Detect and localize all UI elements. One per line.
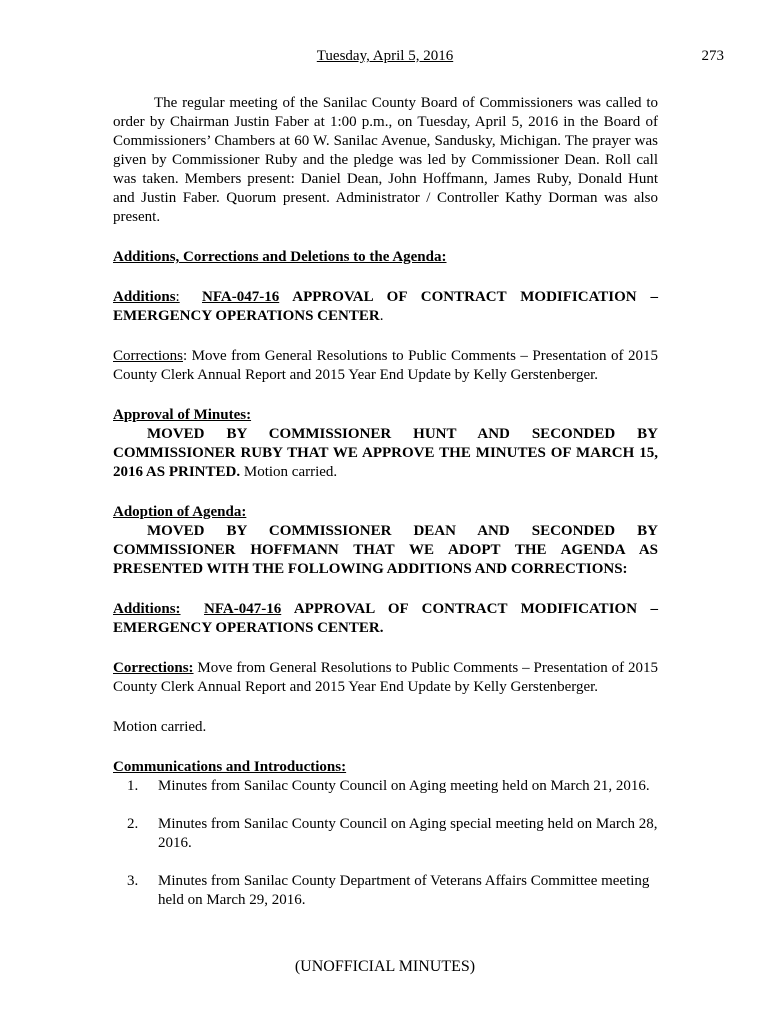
adoption-motion: MOVED BY COMMISSIONER DEAN AND SECONDED BY COMMISSIONER HOFFMANN THAT WE ADOPT THE AGENDA AS PRESENTED WITH THE FOLLOWING ADDITIONS AND CORRECTIONS: (113, 523, 658, 577)
additions-text: APPROVAL OF CONTRACT MODIFICATION – EMERGENCY OPERATIONS CENTER (113, 289, 658, 324)
additions-label: Additions: (113, 289, 180, 305)
corrections-text: Move from General Resolutions to Public Comments – Presentation of 2015 County Clerk Annual Report and 2015 Year End Update by Kelly Gerstenberger. (113, 348, 658, 383)
adoption-additions (113, 600, 658, 638)
adoption-heading: Adoption of Agenda: (113, 504, 247, 520)
page-number: 273 (701, 48, 724, 64)
document-body (113, 94, 658, 929)
minutes-motion: MOVED BY COMMISSIONER HUNT AND SECONDED BY COMMISSIONER RUBY THAT WE APPROVE THE MINUTES OF MARCH 15, 2016 AS PRINTED. Motion carried. (113, 426, 658, 480)
corrections-label: Corrections (113, 348, 183, 364)
adoption-additions-code: NFA-047-16 (204, 601, 282, 617)
list-item: 2. Minutes from Sanilac County Council on Aging special meeting held on March 28, 2016. (127, 816, 658, 851)
list-item: 1. Minutes from Sanilac County Council on Aging meeting held on March 21, 2016. (127, 778, 650, 794)
adoption-additions-label: Additions: (113, 601, 181, 617)
minutes-heading: Approval of Minutes: (113, 407, 252, 423)
list-item: 3. Minutes from Sanilac County Department of Veterans Affairs Committee meeting held on March 29, 2016. (127, 873, 650, 908)
footer-unofficial: (UNOFFICIAL MINUTES) (294, 958, 476, 975)
agenda-additions: Additions: NFA-047-16 APPROVAL OF CONTRACT MODIFICATION – EMERGENCY OPERATIONS CENTER. (113, 289, 658, 324)
header-date: Tuesday, April 5, 2016 (316, 48, 454, 64)
intro-paragraph: The regular meeting of the Sanilac County Board of Commissioners was called to order by Chairman Justin Faber at 1:00 p.m., on Tuesday, April 5, 2016 in the Board of Commissioners’ Chambers at 60 W. Sanilac Avenue, Sandusky, Michigan. The prayer was given by Commissioner Ruby and the pledge was led by Commissioner Dean. Roll call was taken. Members present: Daniel Dean, John Hoffmann, James Ruby, Donald Hunt and Justin Faber. Quorum present. Administrator / Controller Kathy Dorman was also present. (113, 95, 658, 225)
adoption-additions-text: APPROVAL OF CONTRACT MODIFICATION – EMERGENCY OPERATIONS CENTER. (113, 601, 658, 636)
adoption-corrections (113, 659, 658, 697)
additions-code: NFA-047-16 (202, 289, 280, 305)
minutes-result: Motion carried. (240, 464, 338, 480)
adoption-result: Motion carried. (113, 719, 207, 735)
adoption-corrections-text: Move from General Resolutions to Public Comments – Presentation of 2015 County Clerk Annual Report and 2015 Year End Update by Kelly Gerstenberger. (113, 660, 658, 695)
communications-heading: Communications and Introductions: (113, 759, 347, 775)
agenda-changes-heading: Additions, Corrections and Deletions to the Agenda: (113, 249, 447, 265)
agenda-corrections: Corrections: Move from General Resolutions to Public Comments – Presentation of 2015 County Clerk Annual Report and 2015 Year End Update by Kelly Gerstenberger. (113, 348, 658, 383)
adoption-corrections-label: Corrections: (113, 660, 194, 676)
communications-list (113, 777, 658, 910)
